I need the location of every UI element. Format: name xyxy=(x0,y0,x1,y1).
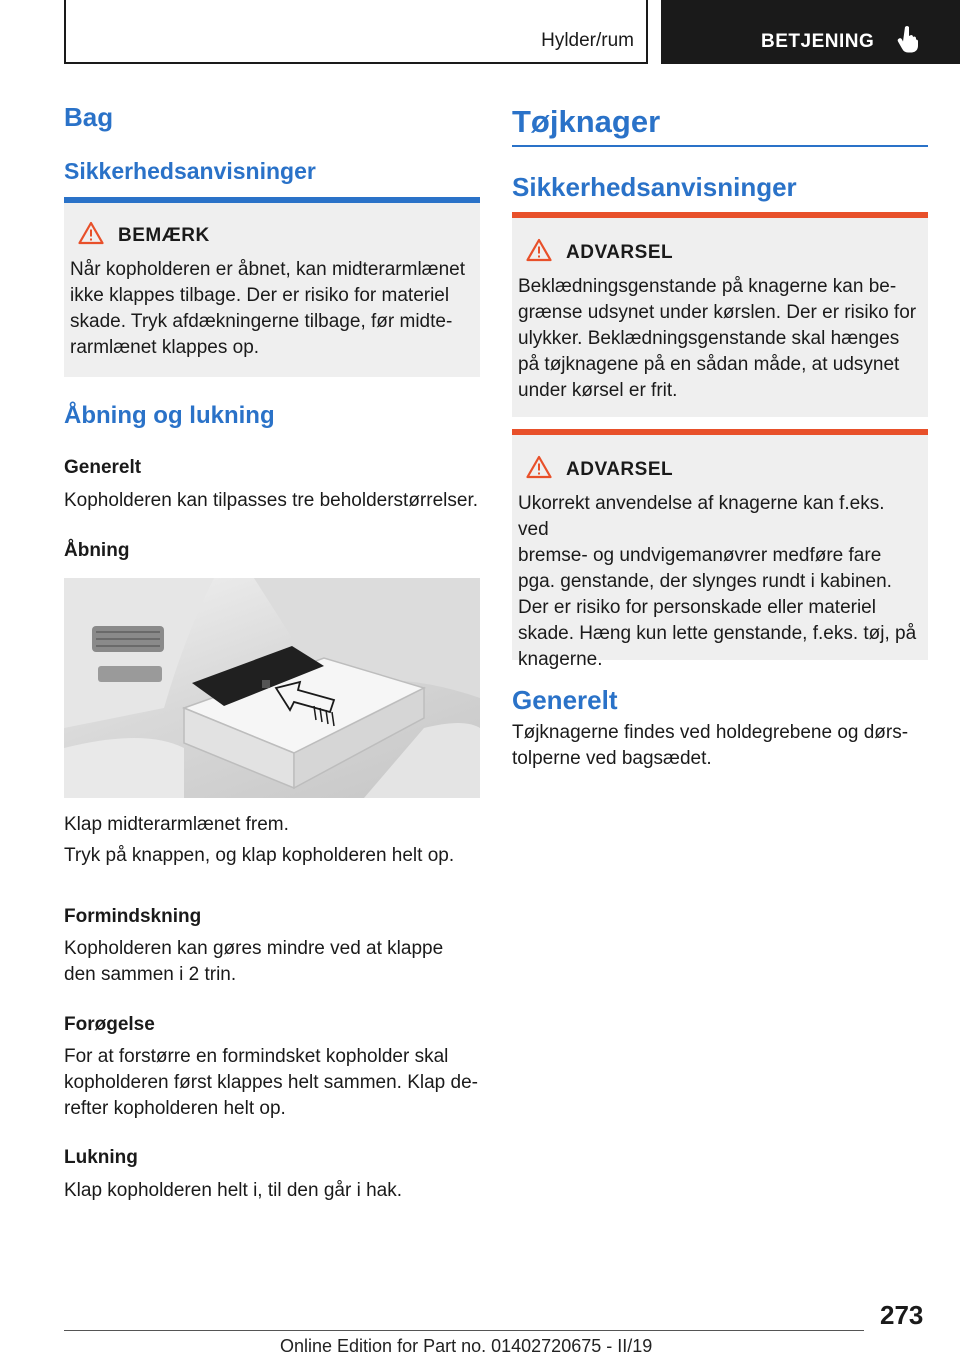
general-text: Kopholderen kan tilpasses tre beholderstørrelser. xyxy=(64,490,479,511)
reduce-line: den sammen i 2 trin. xyxy=(64,964,237,985)
header-left-frame xyxy=(64,0,648,64)
right-general-line: Tøjknagerne findes ved holdegrebene og dørs- xyxy=(512,722,909,743)
reduce-line: Kopholderen kan gøres mindre ved at klappe xyxy=(64,938,444,959)
warning1-label: ADVARSEL xyxy=(566,242,674,263)
opening-step-1: Klap midterarmlænet frem. xyxy=(64,814,289,835)
note-line: ikke klappes tilbage. Der er risiko for materiel xyxy=(70,285,450,306)
warning2-label: ADVARSEL xyxy=(566,459,674,480)
opening-subheading: Åbning xyxy=(64,540,130,561)
warning-triangle-icon xyxy=(518,455,552,485)
enlarge-line: kopholderen først klappes helt sammen. Klap de- xyxy=(64,1072,478,1093)
enlarge-line: For at forstørre en formindsket kopholder skal xyxy=(64,1046,449,1067)
warning-triangle-icon xyxy=(518,238,552,268)
right-general-heading: Generelt xyxy=(512,685,618,715)
header-chapter-tab xyxy=(661,0,960,64)
closing-text: Klap kopholderen helt i, til den går i hak. xyxy=(64,1180,402,1201)
armrest-cupholder-illustration xyxy=(64,578,480,798)
header-chapter-title: BETJENING xyxy=(761,31,875,52)
title-rule xyxy=(512,145,928,147)
opening-step-2: Tryk på knappen, og klap kopholderen helt op. xyxy=(64,845,455,866)
right-safety-heading: Sikkerhedsanvisninger xyxy=(512,172,797,202)
note-line: skade. Tryk afdækningerne tilbage, før midte- xyxy=(70,311,453,332)
note-line: rarmlænet klappes op. xyxy=(70,337,260,358)
warning2-line: Der er risiko for personskade eller materiel xyxy=(518,597,876,618)
footer-rule xyxy=(64,1330,864,1331)
warning1-line: på tøjknagene på en sådan måde, at udsynet xyxy=(518,354,900,375)
warning2-line: skade. Hæng kun lette genstande, f.eks. tøj, på xyxy=(518,623,917,644)
footer-edition: Online Edition for Part no. 01402720675 - II/19 xyxy=(280,1336,653,1356)
warning-triangle-icon xyxy=(70,221,104,251)
right-general-line: tolperne ved bagsædet. xyxy=(512,748,712,769)
warning1-line: Beklædningsgenstande på knagerne kan be- xyxy=(518,276,897,297)
bag-heading: Bag xyxy=(64,102,114,132)
note-box xyxy=(64,203,480,377)
open-close-heading: Åbning og lukning xyxy=(64,402,275,429)
right-general-text xyxy=(512,720,928,772)
general-subheading: Generelt xyxy=(64,457,142,478)
page-number: 273 xyxy=(880,1300,924,1330)
warning2-line: Ukorrekt anvendelse af knagerne kan f.eks. ved xyxy=(518,493,885,540)
note-label: BEMÆRK xyxy=(118,225,210,246)
enlarge-line: refter kopholderen helt op. xyxy=(64,1098,286,1119)
warning2-line: pga. genstande, der slynges rundt i kabinen. xyxy=(518,571,892,592)
left-safety-heading: Sikkerhedsanvisninger xyxy=(64,158,316,184)
pointing-hand-icon xyxy=(897,25,919,58)
warning1-line: ulykker. Beklædningsgenstande skal hænges xyxy=(518,328,900,349)
warning-box-1 xyxy=(512,218,928,417)
warning1-line: grænse udsynet under kørslen. Der er risiko for xyxy=(518,302,917,323)
warning2-line: knagerne. xyxy=(518,649,603,670)
note-line: Når kopholderen er åbnet, kan midterarmlænet xyxy=(70,259,465,280)
warning2-line: bremse- og undvigemanøvrer medføre fare xyxy=(518,545,882,566)
warning1-line: under kørsel er frit. xyxy=(518,380,678,401)
reduce-subheading: Formindskning xyxy=(64,906,202,927)
enlarge-subheading: Forøgelse xyxy=(64,1014,155,1035)
header-section-title: Hylder/rum xyxy=(541,30,634,51)
reduce-text xyxy=(64,936,480,988)
warning-box-2 xyxy=(512,435,928,670)
enlarge-text xyxy=(64,1044,480,1122)
right-title: Tøjknager xyxy=(512,104,661,139)
closing-subheading: Lukning xyxy=(64,1147,138,1168)
